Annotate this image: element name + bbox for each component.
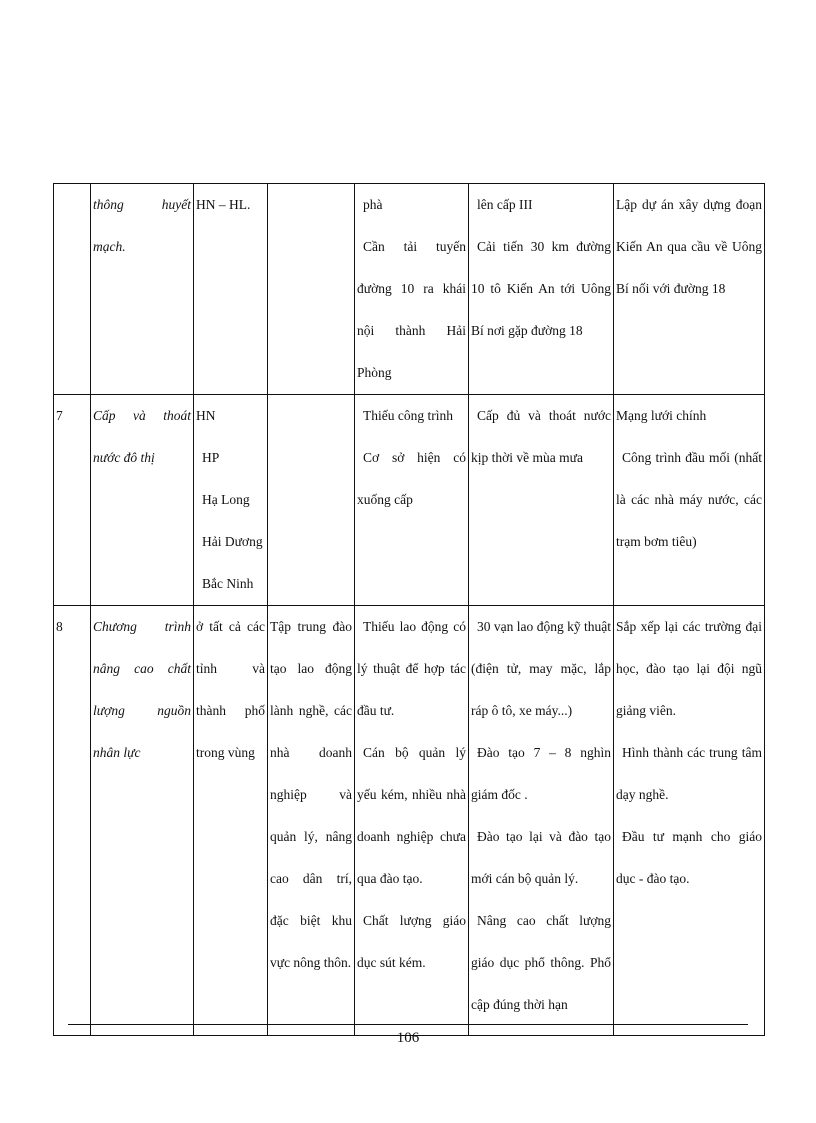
- page-number: 106: [396, 1030, 420, 1046]
- cell-paragraph: Cần tải tuyến đường 10 ra khái nội thành Hải Phòng: [357, 239, 466, 380]
- program-name-cell: [91, 184, 194, 395]
- current-state-cell: [355, 606, 469, 1036]
- cell-paragraph: ở tất cả các tỉnh và thành phố trong vùng: [196, 619, 265, 760]
- location-cell: [194, 395, 268, 606]
- cell-paragraph: Cải tiến 30 km đường 10 tô Kiến An tới Uông Bí nơi gặp đường 18: [471, 239, 611, 338]
- table-row: [54, 395, 765, 606]
- location-cell: [194, 606, 268, 1036]
- table-row: [54, 184, 765, 395]
- program-name-cell: [91, 606, 194, 1036]
- cell-paragraph: Sắp xếp lại các trường đại học, đào tạo lại đội ngũ giảng viên.: [616, 619, 762, 718]
- row-number-cell: 7: [54, 395, 91, 606]
- cell-paragraph: Hải Dương: [202, 534, 263, 549]
- cell-paragraph: Chương trình nâng cao chất lượng nguồn nhân lực: [93, 619, 191, 760]
- cell-paragraph: Thiếu công trình: [363, 408, 453, 423]
- cell-paragraph: Thiếu lao động có lý thuật để hợp tác đầu tư.: [357, 619, 466, 718]
- cell-paragraph: Cấp đủ và thoát nước kịp thời về mùa mưa: [471, 408, 611, 465]
- program-name-cell: [91, 395, 194, 606]
- table-row: [54, 606, 765, 1036]
- row-number-cell: [54, 184, 91, 395]
- table-body: [54, 184, 765, 1036]
- target-cell: [469, 606, 614, 1036]
- cell-paragraph: Cơ sở hiện có xuống cấp: [357, 450, 466, 507]
- measure-cell: [268, 606, 355, 1036]
- cell-paragraph: HP: [202, 450, 220, 465]
- cell-paragraph: lên cấp III: [477, 197, 533, 212]
- cell-paragraph: 30 vạn lao động kỹ thuật (điện tử, may mặc, lắp ráp ô tô, xe máy...): [471, 619, 611, 718]
- cell-paragraph: Đào tạo lại và đào tạo mới cán bộ quản lý.: [471, 829, 611, 886]
- cell-paragraph: Cấp và thoát nước đô thị: [93, 408, 191, 465]
- measure-cell: [268, 395, 355, 606]
- location-cell: [194, 184, 268, 395]
- cell-paragraph: Tập trung đào tạo lao động lành nghề, các nhà doanh nghiệp và quản lý, nâng cao dân trí, đặc biệt khu vực nông thôn.: [270, 619, 352, 970]
- current-state-cell: [355, 395, 469, 606]
- cell-paragraph: HN: [196, 408, 216, 423]
- cell-paragraph: Hạ Long: [202, 492, 250, 507]
- measure-cell: [268, 184, 355, 395]
- cell-paragraph: Mạng lưới chính: [616, 408, 707, 423]
- project-cell: [614, 184, 765, 395]
- cell-paragraph: Lập dự án xây dựng đoạn Kiến An qua cầu về Uông Bí nối với đường 18: [616, 197, 762, 296]
- cell-paragraph: Công trình đầu mối (nhất là các nhà máy nước, các trạm bơm tiêu): [616, 450, 762, 549]
- program-table: [53, 183, 765, 1036]
- cell-paragraph: Hình thành các trung tâm dạy nghề.: [616, 745, 762, 802]
- cell-paragraph: Đào tạo 7 – 8 nghìn giám đốc .: [471, 745, 611, 802]
- cell-paragraph: Cán bộ quản lý yếu kém, nhiều nhà doanh nghiệp chưa qua đào tạo.: [357, 745, 466, 886]
- cell-paragraph: thông huyết mạch.: [93, 197, 191, 254]
- footer-rule: [68, 1024, 748, 1025]
- cell-paragraph: Bắc Ninh: [202, 576, 254, 591]
- cell-paragraph: Đầu tư mạnh cho giáo dục - đào tạo.: [616, 829, 762, 886]
- cell-paragraph: Chất lượng giáo dục sút kém.: [357, 913, 466, 970]
- target-cell: [469, 395, 614, 606]
- cell-paragraph: Nâng cao chất lượng giáo dục phổ thông. Phổ cập đúng thời hạn: [471, 913, 611, 1012]
- target-cell: [469, 184, 614, 395]
- project-cell: [614, 606, 765, 1036]
- current-state-cell: [355, 184, 469, 395]
- project-cell: [614, 395, 765, 606]
- cell-paragraph: phà: [363, 197, 383, 212]
- cell-paragraph: HN – HL.: [196, 197, 251, 212]
- row-number-cell: 8: [54, 606, 91, 1036]
